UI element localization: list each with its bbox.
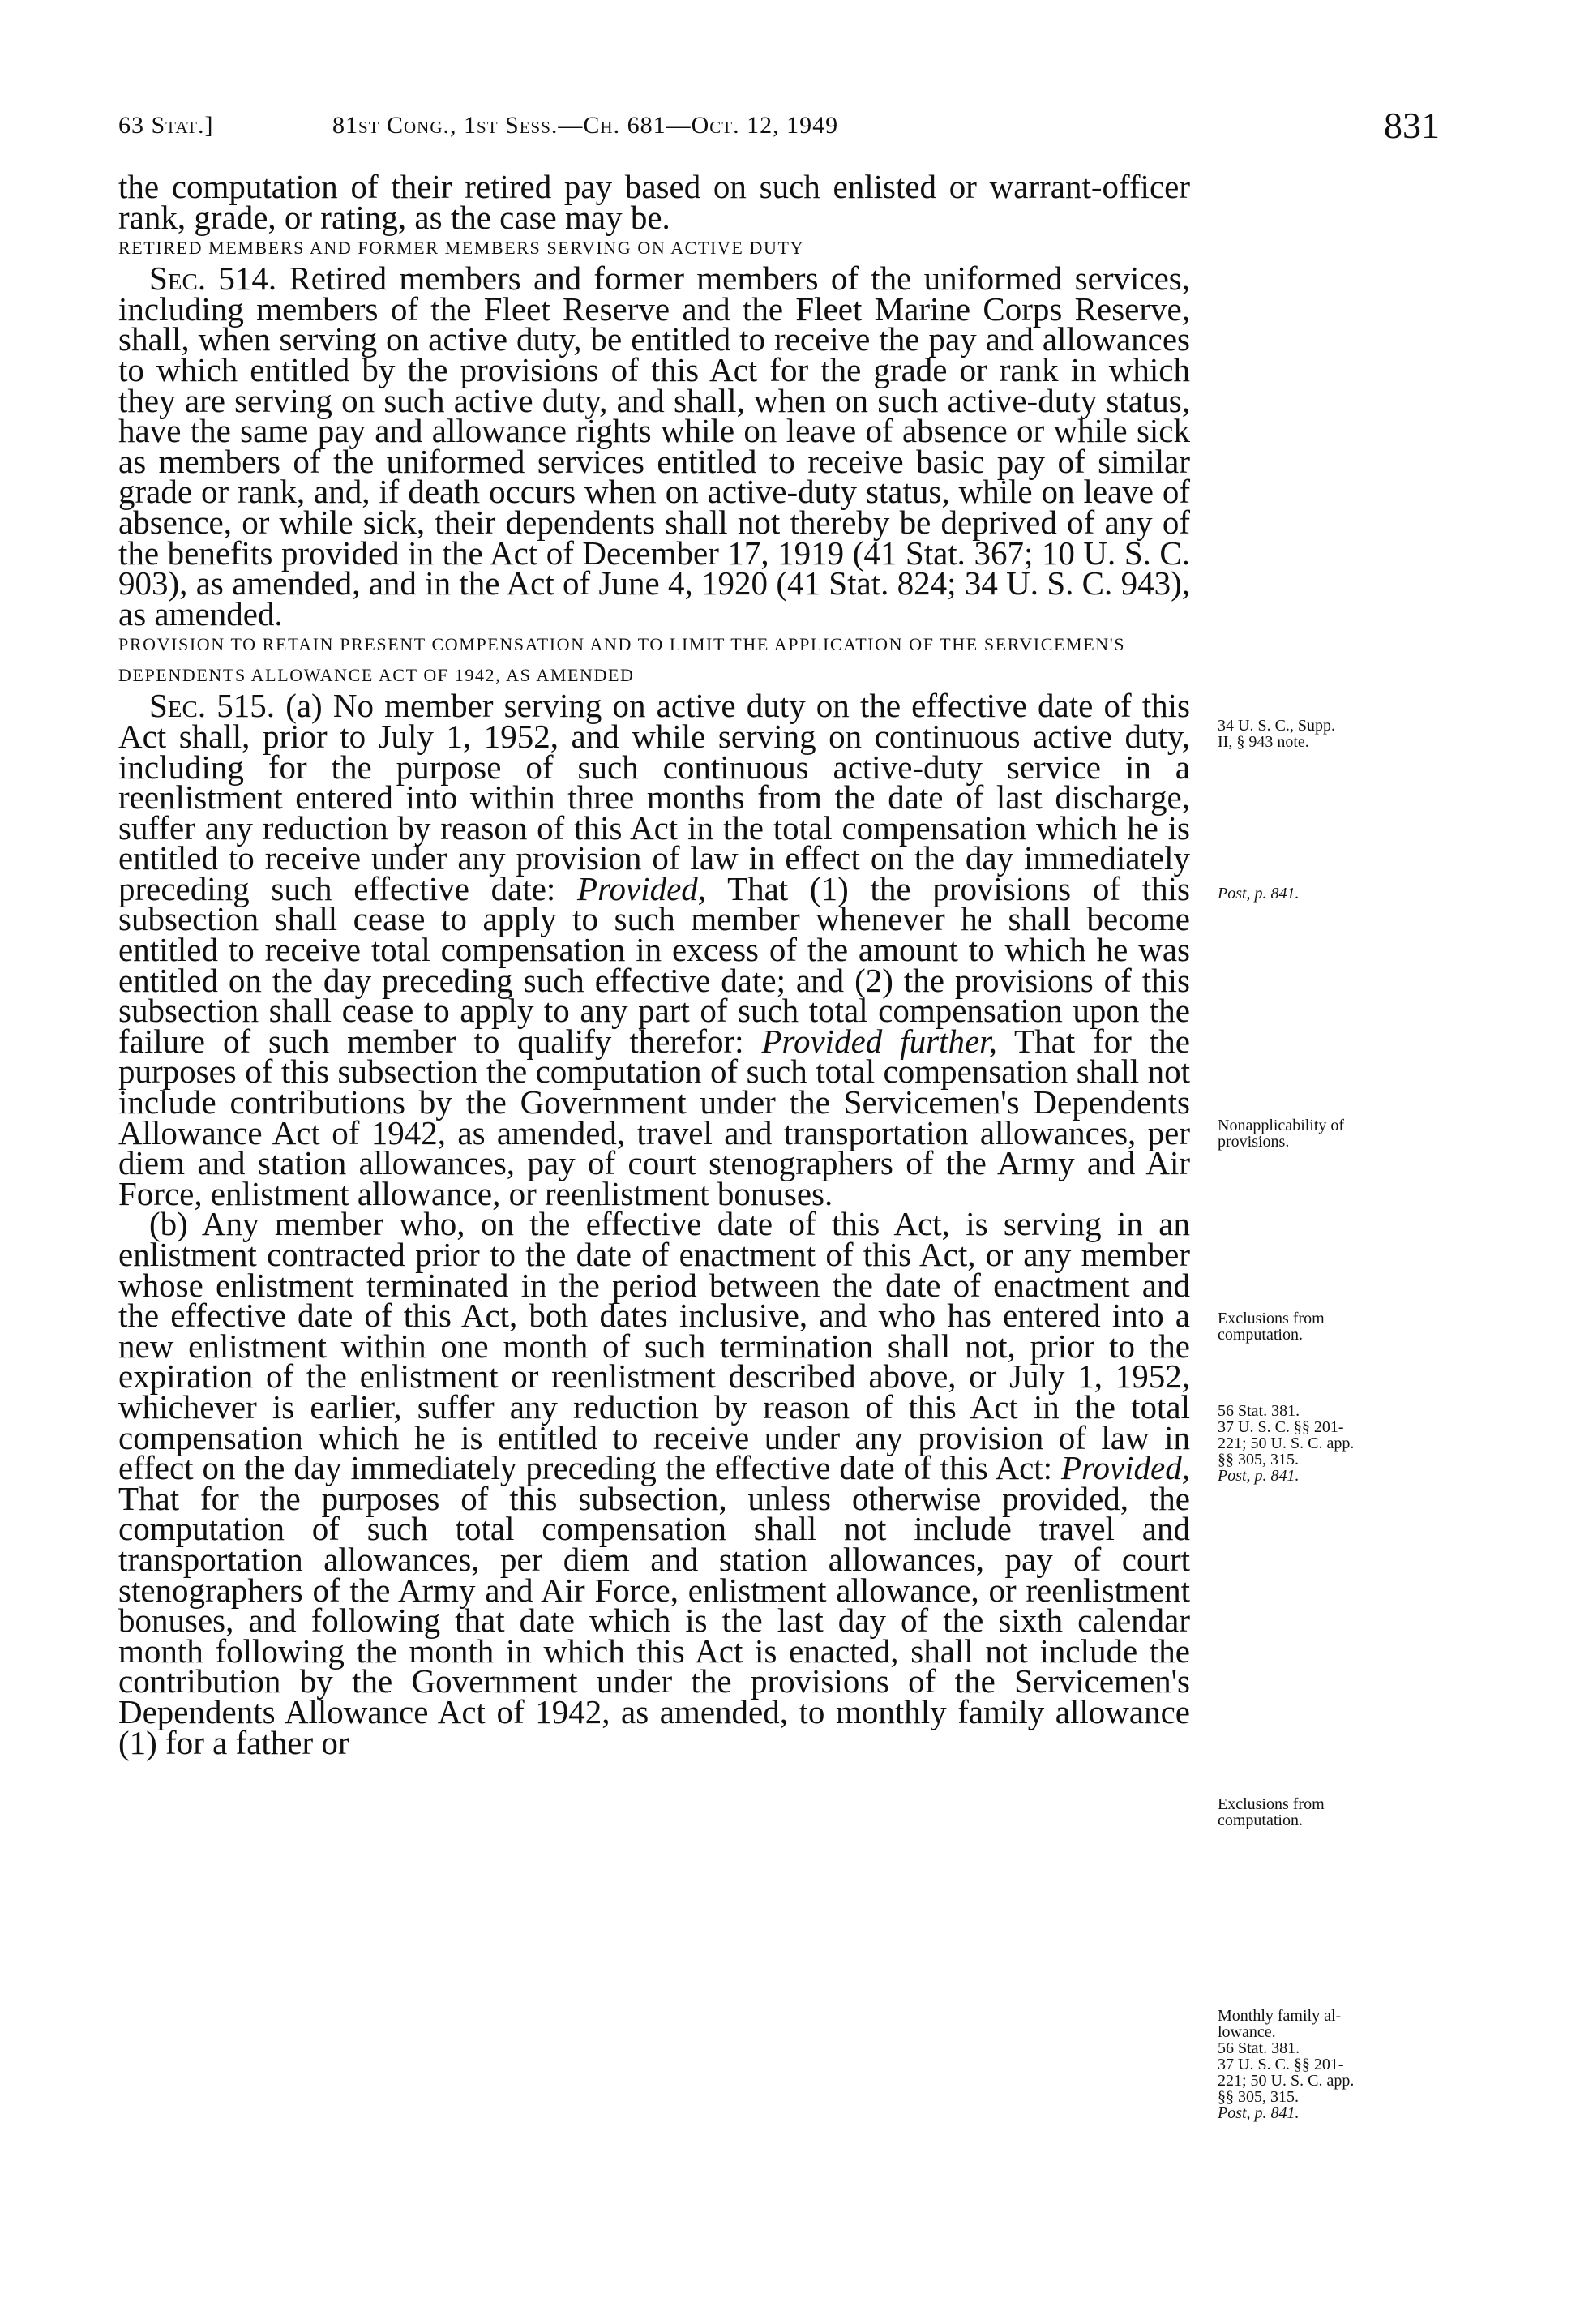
margin-note-line: Exclusions from	[1218, 1310, 1325, 1327]
margin-note-line: 221; 50 U. S. C. app.	[1218, 1434, 1355, 1452]
margin-note-line: 37 U. S. C. §§ 201-	[1218, 1418, 1344, 1436]
section-515b-text-1: (b) Any member who, on the effective date of this Act, is serving in an enlistment contracted prior to the date of enactment of this Act, or any member whose enlistment terminated in the period between the date of enactment and the effective date of this Act, both dates inclusive, and who has entered into a new enlistment within one month of such termination shall not, prior to the expiration of the enlistment or reenlistment described above, or July 1, 1952, whichever is earlier, suffer any reduction by reason of this Act in the total compensation which he is entitled to receive under any provision of law in effect on the day immediately preceding the effective date of this Act:	[118, 1205, 1190, 1487]
main-text-column	[118, 168, 1190, 1761]
session-chapter-date: 81st Cong., 1st Sess.—Ch. 681—Oct. 12, 1949	[332, 112, 839, 139]
margin-note-nonapplicability	[1218, 1117, 1428, 1150]
margin-note-line: Exclusions from	[1218, 1795, 1325, 1813]
margin-note-line: 221; 50 U. S. C. app.	[1218, 2072, 1355, 2090]
section-514-paragraph	[118, 259, 1190, 632]
section-515b-paragraph	[118, 1205, 1190, 1761]
margin-note-line: Monthly family al-	[1218, 2007, 1342, 2025]
margin-note-line: 34 U. S. C., Supp.	[1218, 717, 1336, 735]
margin-note-line: Post, p. 841.	[1218, 1467, 1300, 1485]
margin-note-line: II, § 943 note.	[1218, 733, 1309, 751]
section-515-label: Sec. 515.	[149, 687, 276, 725]
running-head	[118, 104, 1440, 152]
margin-note-line: Post, p. 841.	[1218, 2104, 1300, 2122]
margin-note-line: computation.	[1218, 1326, 1303, 1344]
section-515a-text-2: That (1) the provisions of this subsection shall cease to apply to such member whenever he shall become entitled to receive total compensation in excess of the amount to which he was entitled on the day preceding such effective date; and (2) the provisions of this subsection shall cease to apply to any part of such total compensation upon the failure of such member to qualify therefor:	[118, 869, 1190, 1060]
section-515b-text-2: That for the purposes of this subsection, unless otherwise provided, the computation of such total compensation shall not include travel and transportation allowances, per diem and station allowances, pay of court stenographers of the Army and Air Force, enlistment allowance, or reenlistment bonuses, and following that date which is the last day of the sixth calendar month following the month in which this Act is enacted, shall not include the contribution by the Government under the provisions of the Servicemen's Dependents Allowance Act of 1942, as amended, to monthly family allowance (1) for a father or	[118, 1479, 1190, 1761]
margin-note-line: §§ 305, 315.	[1218, 1451, 1299, 1469]
proviso-provided-b: Provided,	[1060, 1449, 1190, 1487]
section-515-heading: PROVISION TO RETAIN PRESENT COMPENSATION AND TO LIMIT THE APPLICATION OF THE SERVICEMEN'S DEPENDENTS ALLOWANCE ACT OF 1942, AS AMENDED	[118, 634, 1126, 686]
margin-note-exclusions-a	[1218, 1310, 1428, 1343]
margin-note-line: provisions.	[1218, 1133, 1290, 1151]
proviso-provided: Provided,	[577, 869, 707, 907]
volume-citation: 63 Stat.]	[118, 112, 214, 139]
margin-note-line: Post, p. 841.	[1218, 885, 1300, 903]
margin-note-line: 56 Stat. 381.	[1218, 2039, 1300, 2057]
proviso-provided-further: Provided further,	[761, 1022, 997, 1060]
margin-note-exclusions-b	[1218, 1796, 1428, 1829]
margin-note-line: lowance.	[1218, 2023, 1276, 2041]
section-514-heading: RETIRED MEMBERS AND FORMER MEMBERS SERVING ON ACTIVE DUTY	[118, 238, 805, 259]
margin-note-line: 37 U. S. C. §§ 201-	[1218, 2056, 1344, 2073]
margin-note-citation-34usc	[1218, 718, 1428, 750]
margin-note-citations-56stat	[1218, 1403, 1428, 1484]
section-514-label: Sec. 514.	[149, 259, 277, 298]
section-515a-paragraph	[118, 687, 1190, 1212]
margin-note-line: computation.	[1218, 1812, 1303, 1829]
margin-note-line: 56 Stat. 381.	[1218, 1402, 1300, 1420]
margin-note-line: §§ 305, 315.	[1218, 2088, 1299, 2106]
section-514-text: Retired members and former members of the uniformed services, including members of the Fleet Reserve and the Fleet Marine Corps Reserve, shall, when serving on active duty, be entitled to receive the pay and allowances to which entitled by the provisions of this Act for the grade or rank in which they are serving on such active duty, and shall, when on such active-duty status, have the same pay and allowance rights while on leave of absence or while sick as members of the uniformed services entitled to receive basic pay of similar grade or rank, and, if death occurs when on active-duty status, while on leave of absence, or while sick, their dependents shall not thereby be deprived of any of the benefits provided in the Act of December 17, 1919 (41 Stat. 367; 10 U. S. C. 903), as amended, and in the Act of June 4, 1920 (41 Stat. 824; 34 U. S. C. 943), as amended.	[118, 259, 1190, 632]
margin-note-line: Nonapplicability of	[1218, 1117, 1345, 1134]
page-number: 831	[1384, 105, 1440, 146]
margin-note-monthly-family-allowance	[1218, 2008, 1428, 2121]
section-515a-text-1: (a) No member serving on active duty on the effective date of this Act shall, prior to July 1, 1952, and while serving on continuous active duty, including for the purpose of such continuous active-duty service in a reenlistment entered into within three months from the date of last discharge, suffer any reduction by reason of this Act in the total compensation which he is entitled to receive under any provision of law in effect on the day immediately preceding such effective date:	[118, 687, 1190, 907]
margin-note-post-841	[1218, 885, 1428, 902]
continuation-paragraph: the computation of their retired pay based on such enlisted or warrant-officer rank, grade, or rating, as the case may be.	[118, 168, 1190, 236]
section-515a-text-3: That for the purposes of this subsection the computation of such total compensation shall not include contributions by the Government under the Servicemen's Dependents Allowance Act of 1942, as amended, travel and transportation allowances, per diem and station allowances, pay of court stenographers of the Army and Air Force, enlistment allowance, or reenlistment bonuses.	[118, 1022, 1190, 1212]
